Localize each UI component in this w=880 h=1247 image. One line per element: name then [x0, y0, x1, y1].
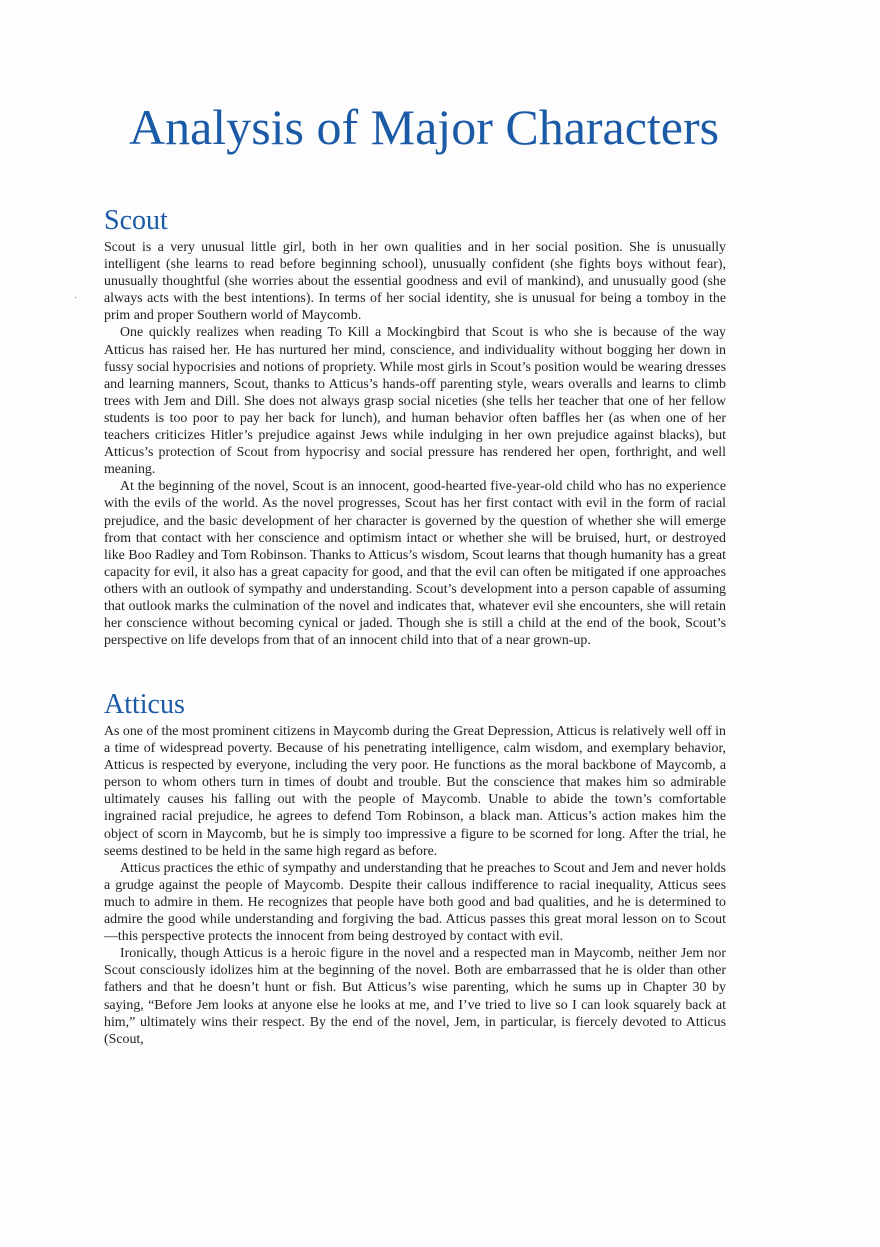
paragraph: One quickly realizes when reading To Kill a Mockingbird that Scout is who she is because of the way Atticus has raised her. He has nurtured her mind, conscience, and individuality without bogging her down in fussy social hypocrisies and notions of propriety. While most girls in Scout’s position would be wearing dresses and learning manners, Scout, thanks to Atticus’s hands-off parenting style, wears overalls and learns to climb trees with Jem and Dill. She does not always grasp social niceties (she tells her teacher that one of her fellow students is too poor to pay her back for lunch), and human behavior often baffles her (as when one of her teachers criticizes Hitler’s prejudice against Jews while indulging in her own prejudice against blacks), but Atticus’s protection of Scout from hypocrisy and social pressure has rendered her open, forthright, and well meaning. — [104, 325, 726, 478]
paragraph: As one of the most prominent citizens in Maycomb during the Great Depression, Atticus is relatively well off in a time of widespread poverty. Because of his penetrating intelligence, calm wisdom, and exemplary behavior, Atticus is respected by everyone, including the very poor. He functions as the moral backbone of Maycomb, a person to whom others turn in times of doubt and trouble. But the conscience that makes him so admirable ultimately causes his falling out with the people of Maycomb. Unable to abide the town’s comfortable ingrained racial prejudice, he agrees to defend Tom Robinson, a black man. Atticus’s action makes him the object of scorn in Maycomb, but he is simply too impressive a figure to be scorned for long. After the trial, he seems destined to be held in the same high regard as before. — [104, 724, 726, 859]
page-title: Analysis of Major Characters — [129, 99, 720, 155]
paragraph: Atticus practices the ethic of sympathy and understanding that he preaches to Scout and Jem and never holds a grudge against the people of Maycomb. Despite their callous indifference to racial inequality, Atticus sees much to admire in them. He recognizes that people have both good and bad qualities, and he is determined to admire the good while understanding and forgiving the bad. Atticus passes this great moral lesson on to Scout—this perspective protects the innocent from being destroyed by contact with evil. — [104, 860, 726, 945]
paragraph: Ironically, though Atticus is a heroic figure in the novel and a respected man in Maycomb, neither Jem nor Scout consciously idolizes him at the beginning of the novel. Both are embarrassed that he is older than other fathers and that he doesn’t hunt or fish. But Atticus’s wise parenting, which he sums up in Chapter 30 by saying, “Before Jem looks at anyone else he looks at me, and I’ve tried to live so I can look squarely back at him,” ultimately wins their respect. By the end of the novel, Jem, in particular, is fiercely devoted to Atticus (Scout, — [104, 946, 726, 1047]
section-atticus — [104, 688, 726, 1048]
section-heading: Atticus — [104, 689, 185, 720]
paragraph: At the beginning of the novel, Scout is an innocent, good-hearted five-year-old child who has no experience with the evils of the world. As the novel progresses, Scout has her first contact with evil in the form of racial prejudice, and the basic development of her character is governed by the question of whether she will emerge from that contact with her conscience and optimism intact or whether she will be bruised, hurt, or destroyed like Boo Radley and Tom Robinson. Thanks to Atticus’s wisdom, Scout learns that though humanity has a great capacity for evil, it also has a great capacity for good, and that the evil can often be mitigated if one approaches others with an outlook of sympathy and understanding. Scout’s development into a person capable of assuming that outlook marks the culmination of the novel and indicates that, whatever evil she encounters, she will retain her conscience without becoming cynical or jaded. Though she is still a child at the end of the book, Scout’s perspective on life develops from that of an innocent child into that of a near grown-up. — [104, 479, 726, 649]
paragraph: Scout is a very unusual little girl, both in her own qualities and in her social position. She is unusually intelligent (she learns to read before beginning school), unusually confident (she fights boys without fear), unusually thoughtful (she worries about the essential goodness and evil of mankind), and unusually good (she always acts with the best intentions). In terms of her social identity, she is unusual for being a tomboy in the prim and proper Southern world of Maycomb. — [104, 240, 726, 324]
section-scout — [104, 204, 726, 649]
stray-mark — [75, 297, 76, 298]
section-heading: Scout — [104, 205, 168, 236]
